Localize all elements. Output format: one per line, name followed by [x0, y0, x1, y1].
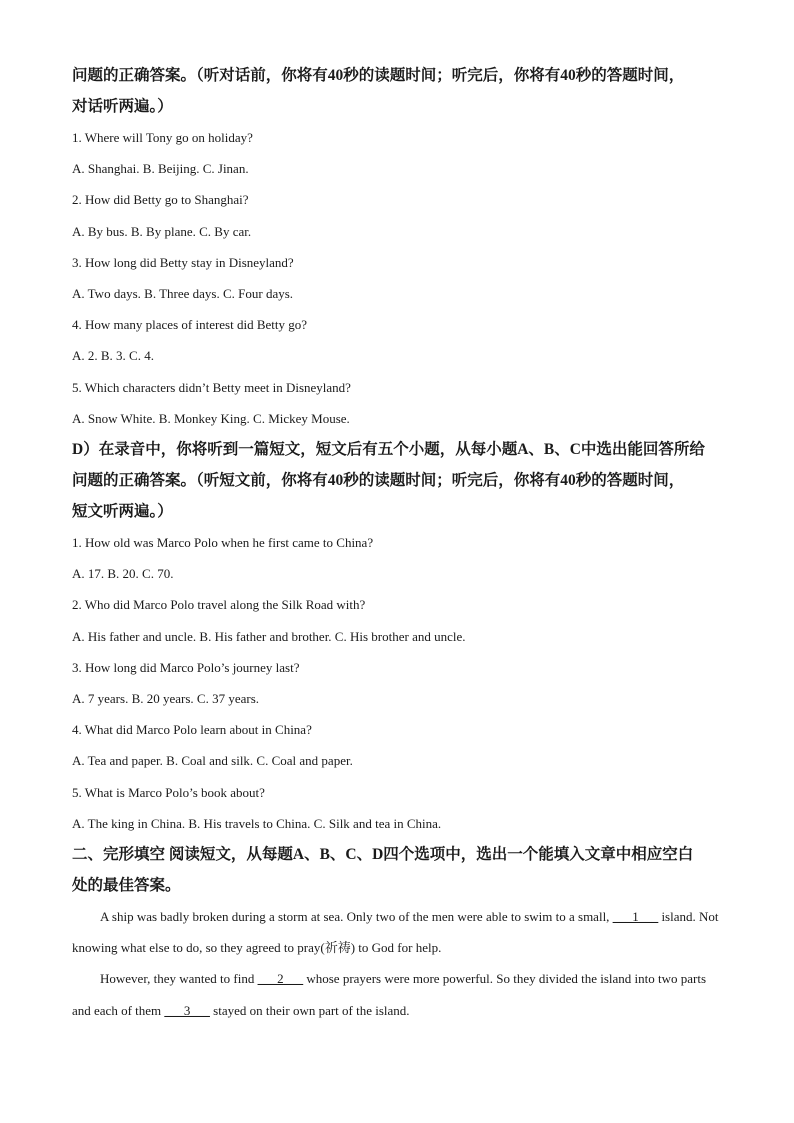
paragraph-text: A ship was badly broken during a storm at sea. Only two of the men were able to swim to a small, [100, 909, 613, 925]
paragraph-text: island. Not knowing what else to do, so they agreed to pray(祈祷) to God for help. [72, 909, 719, 956]
question: 1. Where will Tony go on holiday? [72, 130, 253, 145]
options: A. 2. B. 3. C. 4. [72, 348, 154, 364]
options: A. By bus. B. By plane. C. By car. [72, 223, 252, 239]
section-d-instruction-line-2: 问题的正确答案。（听短文前，你将有40秒的读题时间；听完后，你将有40秒的答题时间， [72, 472, 685, 490]
cloze-heading-line-2: 处的最佳答案。 [72, 877, 181, 895]
options: A. His father and uncle. B. His father and brother. C. His brother and uncle. [72, 628, 466, 644]
section-d [72, 434, 722, 839]
paragraph-text: whose prayers were more powerful. So they divided the island into two parts and each of them [72, 971, 707, 1018]
question: 2. Who did Marco Polo travel along the Silk Road with? [72, 597, 366, 613]
blank-1: ___1___ [612, 909, 659, 925]
paragraph-text: However, they wanted to find [100, 971, 258, 987]
options: A. Two days. B. Three days. C. Four days. [72, 286, 294, 302]
question: 3. How long did Betty stay in Disneyland? [72, 254, 294, 270]
section-c-instruction-line-1: 问题的正确答案。（听对话前，你将有40秒的读题时间；听完后，你将有40秒的答题时间， [72, 67, 685, 84]
question: 4. How many places of interest did Betty go? [72, 317, 308, 333]
options: A. The king in China. B. His travels to China. C. Silk and tea in China. [72, 815, 442, 831]
options: A. Snow White. B. Monkey King. C. Mickey Mouse. [72, 410, 350, 426]
cloze-section [72, 839, 722, 1026]
document-page [72, 60, 722, 1026]
options: A. 17. B. 20. C. 70. [72, 566, 174, 582]
question: 5. Which characters didn’t Betty meet in Disneyland? [72, 379, 351, 395]
options: A. Shanghai. B. Beijing. C. Jinan. [72, 161, 249, 177]
section-c-instruction-line-2: 对话听两遍。） [72, 98, 173, 115]
paragraph-text: stayed on their own part of the island. [209, 1002, 410, 1018]
cloze-heading-line-1: 二、完形填空 阅读短文，从每题A、B、C、D四个选项中，选出一个能填入文章中相应空白 [72, 846, 694, 864]
options: A. Tea and paper. B. Coal and silk. C. Coal and paper. [72, 753, 353, 769]
options: A. 7 years. B. 20 years. C. 37 years. [72, 691, 260, 707]
question: 3. How long did Marco Polo’s journey last? [72, 659, 300, 675]
section-d-instruction-line-3: 短文听两遍。） [72, 503, 173, 521]
question: 5. What is Marco Polo’s book about? [72, 784, 265, 800]
question: 4. What did Marco Polo learn about in China? [72, 722, 312, 738]
cloze-paragraph-1 [72, 901, 722, 963]
blank-2: ___2___ [257, 971, 304, 987]
section-d-instruction-line-1: D）在录音中，你将听到一篇短文，短文后有五个小题，从每小题A、B、C中选出能回答所给 [72, 441, 705, 459]
question: 2. How did Betty go to Shanghai? [72, 192, 249, 208]
question: 1. How old was Marco Polo when he first came to China? [72, 535, 374, 551]
cloze-paragraph-2 [72, 963, 722, 1025]
blank-3: ___3___ [164, 1002, 210, 1018]
section-c [72, 60, 722, 434]
